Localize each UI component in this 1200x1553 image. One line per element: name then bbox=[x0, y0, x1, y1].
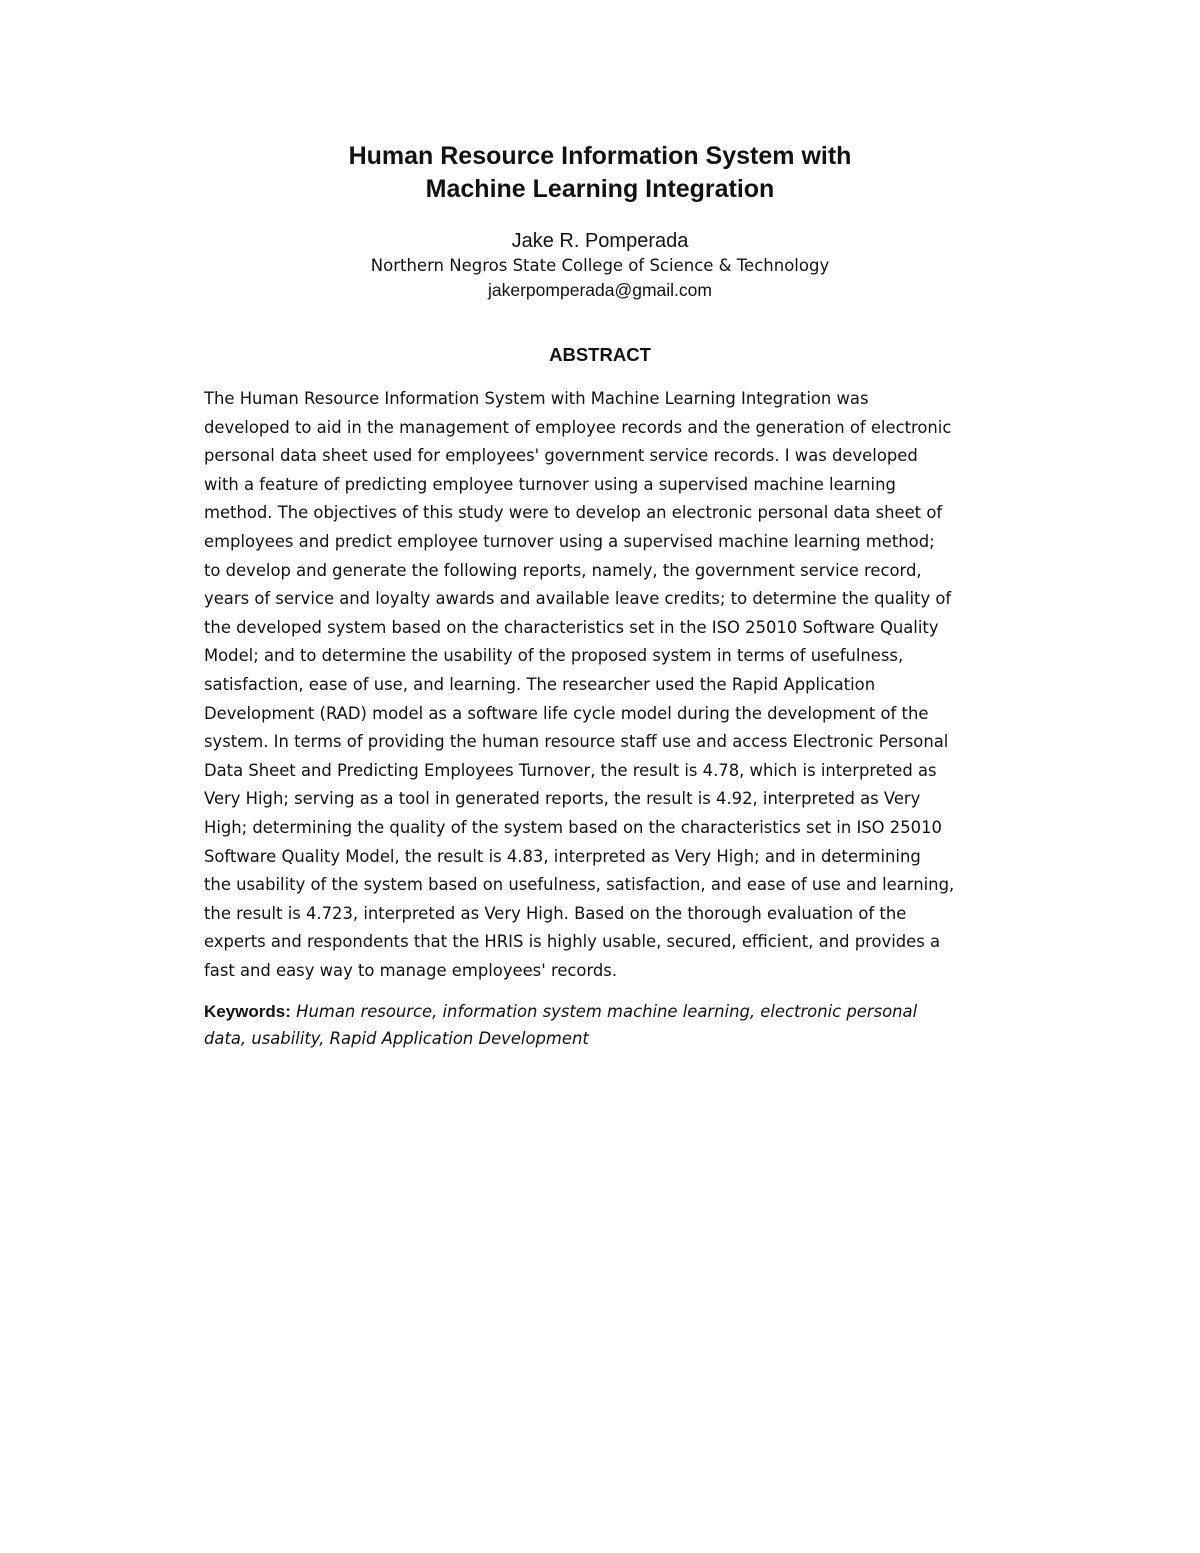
abstract-line: Very High; serving as a tool in generated reports, the result is 4.92, interpreted as Very bbox=[204, 789, 921, 809]
author-email: jakerpomperada@gmail.com bbox=[488, 280, 712, 300]
abstract-line: system. In terms of providing the human resource staff use and access Electronic Personal bbox=[204, 732, 949, 752]
abstract-line: years of service and loyalty awards and available leave credits; to determine the quality of bbox=[204, 589, 952, 609]
abstract-line: Model; and to determine the usability of the proposed system in terms of usefulness, bbox=[204, 646, 904, 666]
abstract-line: fast and easy way to manage employees' records. bbox=[204, 960, 618, 980]
abstract-heading: ABSTRACT bbox=[549, 344, 651, 365]
keywords-label: Keywords: bbox=[204, 1002, 291, 1021]
abstract-line: developed to aid in the management of employee records and the generation of electronic bbox=[204, 417, 952, 437]
author-affiliation: Northern Negros State College of Science & Technology bbox=[370, 256, 830, 275]
abstract-body bbox=[204, 385, 1004, 985]
keywords-line-1 bbox=[204, 998, 1004, 1025]
keywords-section bbox=[204, 998, 1004, 1052]
abstract-line: method. The objectives of this study were to develop an electronic personal data sheet of bbox=[204, 503, 943, 523]
paper-title bbox=[200, 140, 1000, 206]
abstract-line: Software Quality Model, the result is 4.83, interpreted as Very High; and in determining bbox=[204, 846, 921, 866]
abstract-line: the developed system based on the characteristics set in the ISO 25010 Software Quality bbox=[204, 617, 939, 637]
abstract-line: The Human Resource Information System with Machine Learning Integration was bbox=[204, 389, 869, 408]
title-line-1: Human Resource Information System with bbox=[348, 142, 852, 170]
keywords-text: Human resource, information system machine learning, electronic personal bbox=[296, 1002, 918, 1021]
abstract-line: the result is 4.723, interpreted as Very High. Based on the thorough evaluation of the bbox=[204, 903, 907, 923]
abstract-line: High; determining the quality of the system based on the characteristics set in ISO 25010 bbox=[204, 817, 942, 837]
abstract-line: personal data sheet used for employees' government service records. I was developed bbox=[204, 446, 918, 466]
author-name: Jake R. Pomperada bbox=[511, 230, 689, 252]
abstract-line: Data Sheet and Predicting Employees Turnover, the result is 4.78, which is interpreted as bbox=[204, 760, 937, 780]
abstract-line: to develop and generate the following reports, namely, the government service record, bbox=[204, 560, 922, 580]
abstract-line: Development (RAD) model as a software life cycle model during the development of the bbox=[204, 703, 929, 723]
abstract-line: employees and predict employee turnover using a supervised machine learning method; bbox=[204, 531, 935, 551]
abstract-line: the usability of the system based on usefulness, satisfaction, and ease of use and learning, bbox=[204, 875, 955, 895]
keywords-line-2: data, usability, Rapid Application Development bbox=[204, 1029, 589, 1048]
abstract-line: with a feature of predicting employee turnover using a supervised machine learning bbox=[204, 474, 896, 494]
abstract-line: satisfaction, ease of use, and learning. The researcher used the Rapid Application bbox=[204, 674, 876, 694]
abstract-line: experts and respondents that the HRIS is highly usable, secured, efficient, and provides a bbox=[204, 932, 941, 952]
title-line-2: Machine Learning Integration bbox=[425, 175, 775, 203]
